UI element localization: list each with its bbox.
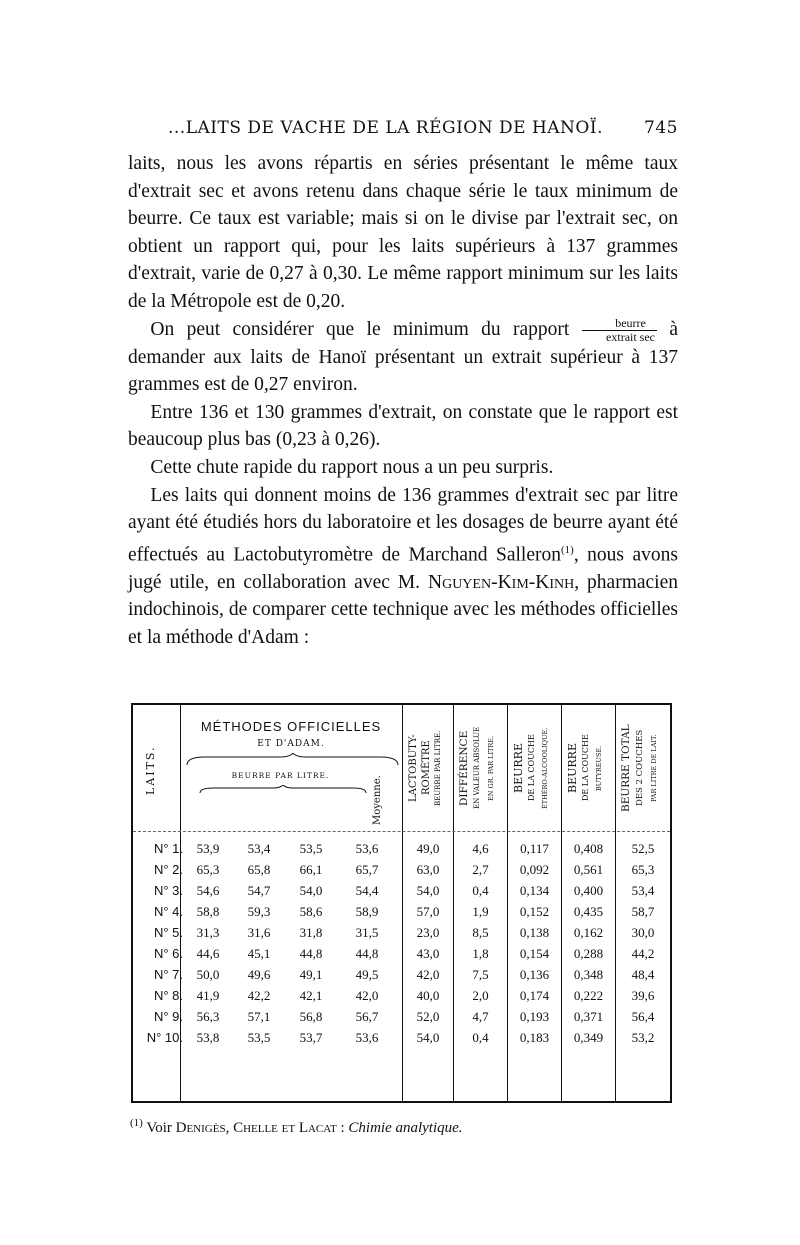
cell-method-1: 44,6 xyxy=(196,946,220,961)
table-row xyxy=(133,841,670,862)
header-difference-line-3: EN GR. PAR LITRE. xyxy=(487,735,495,801)
cell-method-2: 53,5 xyxy=(247,1030,271,1045)
ratio-fraction xyxy=(582,317,657,344)
cell-butyr: 0,222 xyxy=(573,988,604,1003)
cell-method-1: 53,9 xyxy=(196,841,220,856)
cell-butyr: 0,561 xyxy=(573,862,604,877)
table-row xyxy=(133,883,670,904)
cell-method-1: 56,3 xyxy=(196,1009,220,1024)
header-difference-line-2: EN VALEUR ABSOLUE xyxy=(473,726,481,810)
cell-butyr: 0,400 xyxy=(573,883,604,898)
brace-icon xyxy=(185,753,400,767)
header-ether-line-2: DE LA COUCHE xyxy=(527,734,536,802)
cell-method-2: 31,6 xyxy=(247,925,271,940)
cell-method-3: 56,8 xyxy=(299,1009,323,1024)
cell-difference: 4,6 xyxy=(472,841,489,856)
cell-total: 39,6 xyxy=(631,988,655,1003)
cell-method-3: 58,6 xyxy=(299,904,323,919)
cell-total: 48,4 xyxy=(631,967,655,982)
paragraph-5-part-a: Les laits qui donnent moins de 136 grammes d'extrait sec par litre ayant été étudiés hors du laboratoire et les dosages de beurre ayant été effectués au Lactobutyromètre de Marchand Salleron xyxy=(128,484,678,566)
table-row xyxy=(133,904,670,925)
header-laits: LAITS. xyxy=(144,745,157,795)
cell-total: 56,4 xyxy=(631,1009,655,1024)
cell-method-3: 49,1 xyxy=(299,967,323,982)
cell-method-2: 54,7 xyxy=(247,883,271,898)
cell-moyenne: 31,5 xyxy=(355,925,379,940)
cell-moyenne: 65,7 xyxy=(355,862,379,877)
header-butyr-line-1: BEURRE xyxy=(566,743,579,793)
paragraph-5-part-b: , nous avons jugé utile, en collaboration avec M. xyxy=(128,544,678,593)
cell-lacto: 49,0 xyxy=(416,841,440,856)
cell-method-2: 57,1 xyxy=(247,1009,271,1024)
cell-difference: 1,8 xyxy=(472,946,489,961)
row-label: N° 8. xyxy=(153,988,183,1003)
paragraph-1: laits, nous les avons répartis en séries présentant le même taux d'extrait sec et avons retenu dans chaque série le taux minimum de beurre. Ce taux est variable; mais si on le divise par l'extrait sec, on obtient un rapport qui, pour les laits supérieurs à 137 grammes d'extrait, varie de 0,27 à 0,30. Le même rapport minimum sur les laits de la Métropole est de 0,20. xyxy=(128,153,678,312)
cell-method-1: 58,8 xyxy=(196,904,220,919)
cell-total: 65,3 xyxy=(631,862,655,877)
cell-difference: 7,5 xyxy=(472,967,489,982)
cell-method-2: 53,4 xyxy=(247,841,271,856)
person-name: Nguyen-Kim-Kinh xyxy=(428,571,575,593)
cell-method-3: 42,1 xyxy=(299,988,323,1003)
cell-lacto: 54,0 xyxy=(416,1030,440,1045)
cell-method-3: 54,0 xyxy=(299,883,323,898)
cell-method-1: 53,8 xyxy=(196,1030,220,1045)
cell-method-1: 54,6 xyxy=(196,883,220,898)
cell-difference: 8,5 xyxy=(472,925,489,940)
footnote-authors: Denigès, Chelle et Lacat xyxy=(175,1120,337,1136)
cell-total: 44,2 xyxy=(631,946,655,961)
paragraph-2 xyxy=(128,316,678,399)
cell-butyr: 0,162 xyxy=(573,925,604,940)
table-row xyxy=(133,862,670,883)
brace-icon xyxy=(198,785,368,795)
cell-difference: 2,7 xyxy=(472,862,489,877)
cell-moyenne: 53,6 xyxy=(355,1030,379,1045)
cell-method-2: 49,6 xyxy=(247,967,271,982)
table-row xyxy=(133,925,670,946)
cell-method-1: 31,3 xyxy=(196,925,220,940)
body-text xyxy=(128,150,678,652)
table-row xyxy=(133,1030,670,1051)
cell-ether: 0,154 xyxy=(519,946,550,961)
cell-method-1: 50,0 xyxy=(196,967,220,982)
paragraph-4: Cette chute rapide du rapport nous a un peu surpris. xyxy=(150,456,554,478)
cell-method-1: 65,3 xyxy=(196,862,220,877)
cell-butyr: 0,435 xyxy=(573,904,604,919)
row-label: N° 5. xyxy=(153,925,183,940)
cell-butyr: 0,371 xyxy=(573,1009,604,1024)
cell-ether: 0,138 xyxy=(519,925,550,940)
header-total xyxy=(617,709,669,827)
cell-total: 53,2 xyxy=(631,1030,655,1045)
cell-method-2: 65,8 xyxy=(247,862,271,877)
paragraph-2-end: à demander aux laits de Hanoï présentant un extrait supérieur à 137 grammes est de 0,27 environ. xyxy=(128,318,679,396)
cell-lacto: 57,0 xyxy=(416,904,440,919)
cell-butyr: 0,349 xyxy=(573,1030,604,1045)
row-label: N° 10. xyxy=(146,1030,183,1045)
cell-method-3: 66,1 xyxy=(299,862,323,877)
footnote-intro: Voir xyxy=(146,1120,172,1136)
cell-butyr: 0,348 xyxy=(573,967,604,982)
table-row xyxy=(133,988,670,1009)
header-lacto-line-3: BEURRE PAR LITRE. xyxy=(434,730,442,806)
cell-moyenne: 44,8 xyxy=(355,946,379,961)
cell-moyenne: 58,9 xyxy=(355,904,379,919)
header-butyr-line-2: DE LA COUCHE xyxy=(581,734,590,802)
cell-butyr: 0,288 xyxy=(573,946,604,961)
cell-moyenne: 49,5 xyxy=(355,967,379,982)
header-total-line-2: DES 2 COUCHES xyxy=(635,729,645,807)
cell-lacto: 23,0 xyxy=(416,925,440,940)
cell-difference: 0,4 xyxy=(472,1030,489,1045)
header-ether-layer xyxy=(509,709,559,827)
cell-butyr: 0,408 xyxy=(573,841,604,856)
paragraph-2-start: On peut considérer que le minimum du rapport xyxy=(150,318,570,340)
header-lacto-line-1: LACTOBUTY- xyxy=(408,734,419,802)
footnote-mark: (1) xyxy=(130,1117,143,1129)
header-moyenne: Moyenne. xyxy=(372,775,383,826)
header-total-line-1: BEURRE TOTAL xyxy=(620,724,632,812)
header-butyr-layer xyxy=(563,709,613,827)
footnote-work-title: Chimie analytique. xyxy=(348,1120,463,1136)
cell-total: 52,5 xyxy=(631,841,655,856)
header-difference-line-1: DIFFÉRENCE xyxy=(458,730,470,806)
cell-method-2: 45,1 xyxy=(247,946,271,961)
cell-ether: 0,117 xyxy=(520,841,549,856)
running-title: ...LAITS DE VACHE DE LA RÉGION DE HANOÏ. xyxy=(168,118,603,138)
header-lacto-line-2: ROMÈTRE xyxy=(421,740,432,796)
cell-method-2: 59,3 xyxy=(247,904,271,919)
paragraph-3: Entre 136 et 130 grammes d'extrait, on constate que le rapport est beaucoup plus bas (0,23 à 0,26). xyxy=(128,401,678,451)
cell-method-2: 42,2 xyxy=(247,988,271,1003)
row-label: N° 1. xyxy=(153,841,183,856)
row-label: N° 6. xyxy=(153,946,183,961)
row-label: N° 2. xyxy=(153,862,183,877)
page-number: 745 xyxy=(644,118,678,138)
cell-lacto: 43,0 xyxy=(416,946,440,961)
cell-method-3: 44,8 xyxy=(299,946,323,961)
cell-difference: 0,4 xyxy=(472,883,489,898)
header-difference xyxy=(455,709,505,827)
cell-lacto: 54,0 xyxy=(416,883,440,898)
fraction-denominator: extrait sec xyxy=(606,329,656,344)
header-ether-line-3: ÉTHÉRO-ALCOOLIQUE. xyxy=(541,727,549,809)
row-label: N° 4. xyxy=(153,904,183,919)
cell-difference: 4,7 xyxy=(472,1009,489,1024)
table-row xyxy=(133,1009,670,1030)
cell-moyenne: 56,7 xyxy=(355,1009,379,1024)
cell-ether: 0,152 xyxy=(519,904,550,919)
cell-method-3: 53,7 xyxy=(299,1030,323,1045)
header-beurre-par-litre: BEURRE PAR LITRE. xyxy=(231,771,330,780)
cell-total: 30,0 xyxy=(631,925,655,940)
cell-ether: 0,183 xyxy=(519,1030,550,1045)
cell-ether: 0,193 xyxy=(519,1009,550,1024)
fraction-numerator: beurre xyxy=(582,317,657,331)
table-row xyxy=(133,946,670,967)
header-ether-line-1: BEURRE xyxy=(512,743,525,793)
row-label: N° 3. xyxy=(153,883,183,898)
running-head xyxy=(128,118,678,142)
cell-moyenne: 54,4 xyxy=(355,883,379,898)
cell-method-3: 53,5 xyxy=(299,841,323,856)
header-methods-subtitle: ET D'ADAM. xyxy=(257,739,325,749)
cell-ether: 0,134 xyxy=(519,883,550,898)
cell-difference: 2,0 xyxy=(472,988,489,1003)
header-methods-title: MÉTHODES OFFICIELLES xyxy=(200,719,382,734)
cell-lacto: 63,0 xyxy=(416,862,440,877)
cell-ether: 0,136 xyxy=(519,967,550,982)
cell-moyenne: 42,0 xyxy=(355,988,379,1003)
cell-total: 58,7 xyxy=(631,904,655,919)
paragraph-5 xyxy=(128,482,678,652)
row-label: N° 9. xyxy=(153,1009,183,1024)
table-row xyxy=(133,967,670,988)
cell-total: 53,4 xyxy=(631,883,655,898)
footnote-separator: : xyxy=(336,1120,349,1136)
footnote-reference: (1) xyxy=(560,543,574,556)
cell-moyenne: 53,6 xyxy=(355,841,379,856)
cell-method-3: 31,8 xyxy=(299,925,323,940)
footnote xyxy=(130,1117,690,1137)
cell-ether: 0,174 xyxy=(519,988,550,1003)
paragraph-5-part-c: , pharmacien indochinois, de comparer cette technique avec les méthodes officielles et la méthode d'Adam : xyxy=(128,571,679,649)
cell-lacto: 42,0 xyxy=(416,967,440,982)
header-butyr-line-3: BUTYREUSE. xyxy=(595,745,603,791)
row-label: N° 7. xyxy=(153,967,183,982)
header-total-line-3: PAR LITRE DE LAIT. xyxy=(650,734,658,802)
data-table xyxy=(131,703,672,1103)
header-rule xyxy=(133,831,670,832)
cell-lacto: 52,0 xyxy=(416,1009,440,1024)
cell-method-1: 41,9 xyxy=(196,988,220,1003)
header-lacto xyxy=(405,709,451,827)
cell-lacto: 40,0 xyxy=(416,988,440,1003)
cell-ether: 0,092 xyxy=(519,862,550,877)
cell-difference: 1,9 xyxy=(472,904,489,919)
